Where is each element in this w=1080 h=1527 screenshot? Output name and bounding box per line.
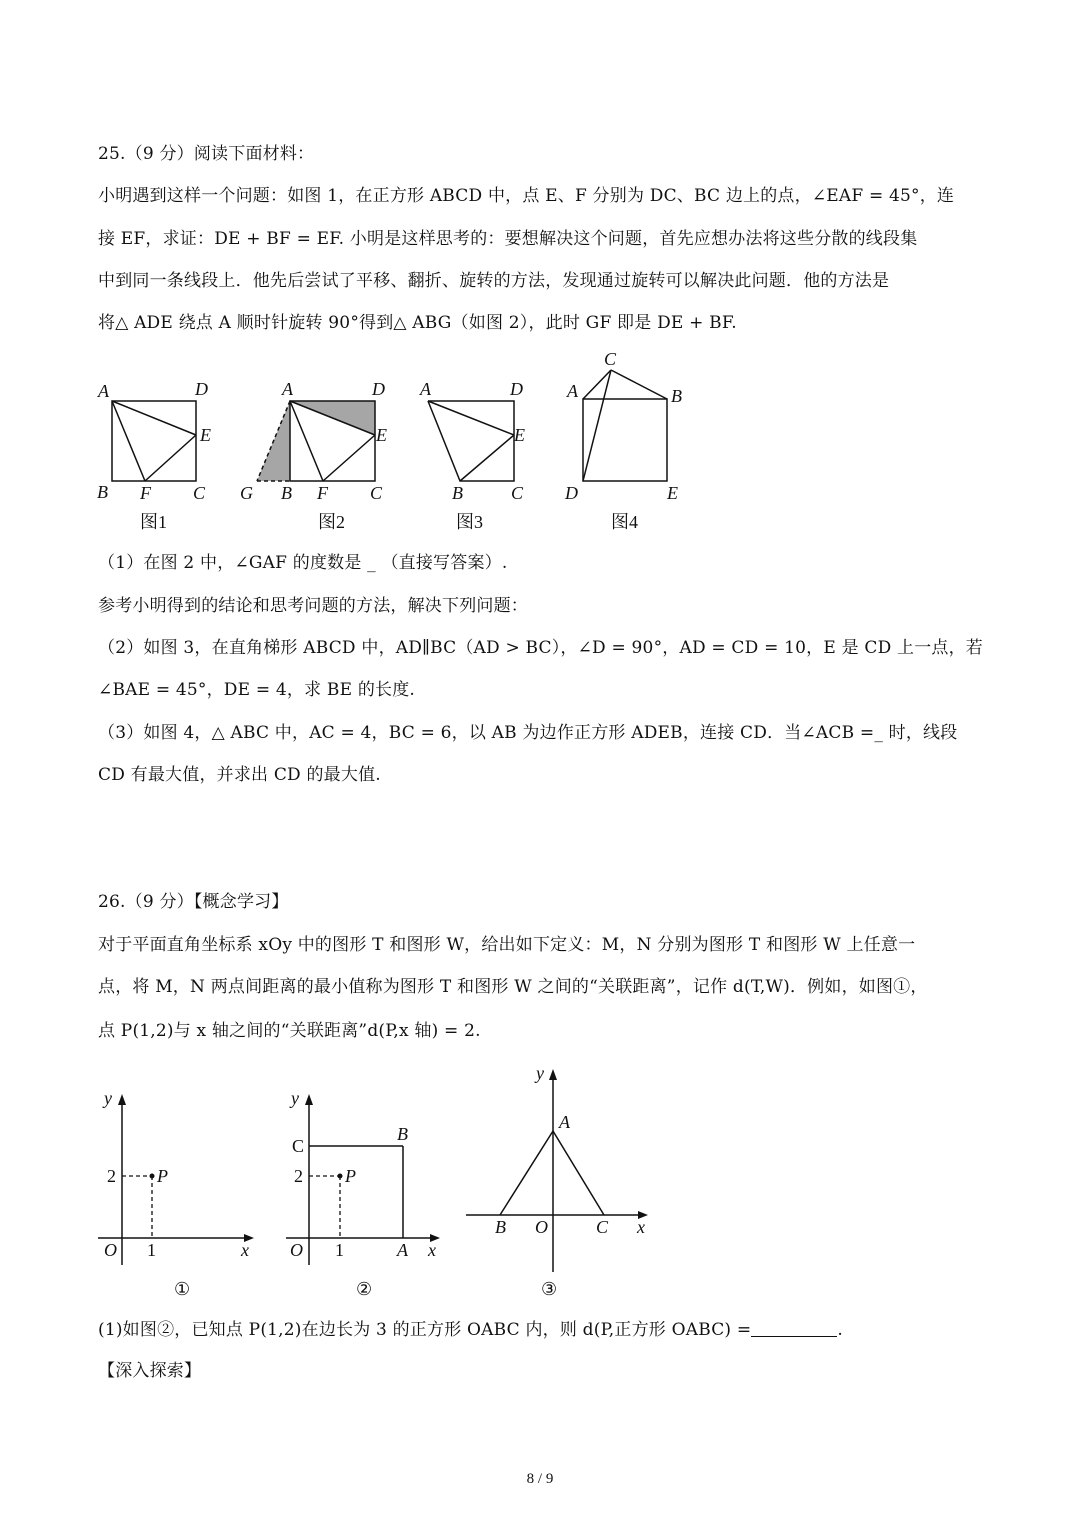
fig3-label-a: A bbox=[420, 379, 431, 399]
q26-para-line1: 对于平面直角坐标系 xOy 中的图形 T 和图形 W，给出如下定义：M，N 分别为图形 T 和图形 W 上任意一 bbox=[98, 935, 916, 955]
q25-sub3-line1: （3）如图 4，△ ABC 中，AC = 4，BC = 6，以 AB 为边作正方形 ADEB，连接 CD．当∠ACB =_ 时，线段 bbox=[98, 723, 958, 743]
fig-1-label-y: y bbox=[104, 1088, 112, 1108]
q25-figures bbox=[0, 345, 1080, 540]
fig1-label-f: F bbox=[140, 483, 151, 503]
fig-3-label-b: B bbox=[495, 1217, 506, 1237]
q25-para-line2: 接 EF，求证：DE + BF = EF. 小明是这样思考的：要想解决这个问题，首先应想办法将这些分散的线段集 bbox=[98, 229, 918, 249]
fig-3-caption: ③ bbox=[541, 1279, 558, 1299]
q25-reference: 参考小明得到的结论和思考问题的方法，解决下列问题： bbox=[98, 596, 528, 616]
fig1-caption: 图1 bbox=[140, 512, 167, 532]
figure-4 bbox=[564, 349, 682, 532]
fig-1-label-2: 2 bbox=[107, 1166, 116, 1186]
q25-sub2-line2: ∠BAE = 45°，DE = 4，求 BE 的长度. bbox=[98, 680, 416, 700]
fig-1-label-1: 1 bbox=[147, 1240, 156, 1260]
fig-3-label-c: C bbox=[596, 1217, 609, 1237]
answer-blank[interactable] bbox=[751, 1320, 837, 1337]
fig-2-label-p: P bbox=[345, 1166, 356, 1186]
fig4-label-b: B bbox=[671, 386, 682, 406]
fig-1-label-o: O bbox=[104, 1240, 117, 1260]
fig-1-caption: ① bbox=[174, 1279, 191, 1299]
q25-para-line1: 小明遇到这样一个问题：如图 1，在正方形 ABCD 中，点 E、F 分别为 DC、BC 边上的点，∠EAF = 45°，连 bbox=[98, 186, 955, 206]
fig2-label-a: A bbox=[282, 379, 293, 399]
fig1-label-d: D bbox=[195, 379, 208, 399]
figure-3 bbox=[419, 379, 525, 532]
q26-para-line2: 点，将 M，N 两点间距离的最小值称为图形 T 和图形 W 之间的“关联距离”，记作 d(T,W)．例如，如图①， bbox=[98, 977, 928, 997]
fig4-label-a: A bbox=[567, 381, 578, 401]
q26-sub1-end: . bbox=[837, 1320, 843, 1340]
fig3-label-c: C bbox=[511, 483, 524, 503]
fig3-caption: 图3 bbox=[456, 512, 483, 532]
fig2-label-b: B bbox=[281, 483, 292, 503]
fig4-label-d: D bbox=[565, 483, 578, 503]
fig-2-label-a: A bbox=[397, 1240, 408, 1260]
q25-para-line4: 将△ ADE 绕点 A 顺时针旋转 90°得到△ ABG（如图 2），此时 GF 即是 DE + BF. bbox=[98, 313, 737, 333]
fig-2-label-1: 1 bbox=[335, 1240, 344, 1260]
fig3-label-d: D bbox=[510, 379, 523, 399]
fig4-caption: 图4 bbox=[611, 512, 638, 532]
fig2-label-g: G bbox=[240, 483, 253, 503]
page-number: 8 / 9 bbox=[526, 1471, 554, 1487]
q25-title: 25.（9 分）阅读下面材料： bbox=[98, 144, 315, 164]
q26-para-line3: 点 P(1,2)与 x 轴之间的“关联距离”d(P,x 轴) = 2. bbox=[98, 1021, 481, 1041]
q25-sub2-line1: （2）如图 3，在直角梯形 ABCD 中，AD∥BC（AD > BC），∠D = 90°，AD = CD = 10，E 是 CD 上一点，若 bbox=[98, 638, 984, 658]
fig2-label-f: F bbox=[317, 483, 328, 503]
fig1-label-c: C bbox=[193, 483, 206, 503]
fig4-label-c: C bbox=[604, 349, 617, 369]
q26-sub1 bbox=[98, 1319, 843, 1341]
figure-1 bbox=[97, 379, 211, 532]
coord-figure-1 bbox=[98, 1088, 254, 1299]
fig3-label-b: B bbox=[452, 483, 463, 503]
fig3-label-e: E bbox=[514, 425, 525, 445]
fig2-label-d: D bbox=[372, 379, 385, 399]
fig-2-label-o: O bbox=[290, 1240, 303, 1260]
q25-para-line3: 中到同一条线段上．他先后尝试了平移、翻折、旋转的方法，发现通过旋转可以解决此问题．他的方法是 bbox=[98, 271, 890, 291]
fig-2-label-2: 2 bbox=[294, 1166, 303, 1186]
fig-2-label-x: x bbox=[428, 1240, 436, 1260]
fig-1-label-x: x bbox=[241, 1240, 249, 1260]
fig1-label-b: B bbox=[97, 482, 108, 502]
figure-2 bbox=[240, 379, 387, 532]
fig-2-label-y: y bbox=[291, 1088, 299, 1108]
fig2-label-c: C bbox=[370, 483, 383, 503]
fig2-caption: 图2 bbox=[318, 512, 345, 532]
fig4-label-e: E bbox=[667, 483, 678, 503]
fig-2-label-b: B bbox=[397, 1124, 408, 1144]
coord-figure-3 bbox=[466, 1063, 648, 1299]
fig-1-label-p: P bbox=[157, 1166, 168, 1186]
q26-title: 26.（9 分）【概念学习】 bbox=[98, 892, 289, 912]
fig2-label-e: E bbox=[376, 425, 387, 445]
q26-figures bbox=[0, 1055, 1080, 1305]
coord-figure-2 bbox=[286, 1088, 440, 1299]
q25-sub3-line2: CD 有最大值，并求出 CD 的最大值. bbox=[98, 765, 381, 785]
q25-sub1: （1）在图 2 中，∠GAF 的度数是 _ （直接写答案）. bbox=[98, 553, 508, 573]
fig-3-label-o: O bbox=[535, 1217, 548, 1237]
fig-2-caption: ② bbox=[356, 1279, 373, 1299]
fig-3-label-x: x bbox=[637, 1217, 645, 1237]
fig-2-label-c: C bbox=[292, 1136, 305, 1156]
fig-3-label-a: A bbox=[559, 1112, 570, 1132]
fig1-label-e: E bbox=[200, 425, 211, 445]
fig1-label-a: A bbox=[98, 381, 109, 401]
q26-sub1-text: (1)如图②，已知点 P(1,2)在边长为 3 的正方形 OABC 内，则 d(P,正方形 OABC) = bbox=[98, 1320, 752, 1340]
q26-section-title: 【深入探索】 bbox=[98, 1361, 202, 1381]
fig-3-label-y: y bbox=[536, 1063, 544, 1083]
